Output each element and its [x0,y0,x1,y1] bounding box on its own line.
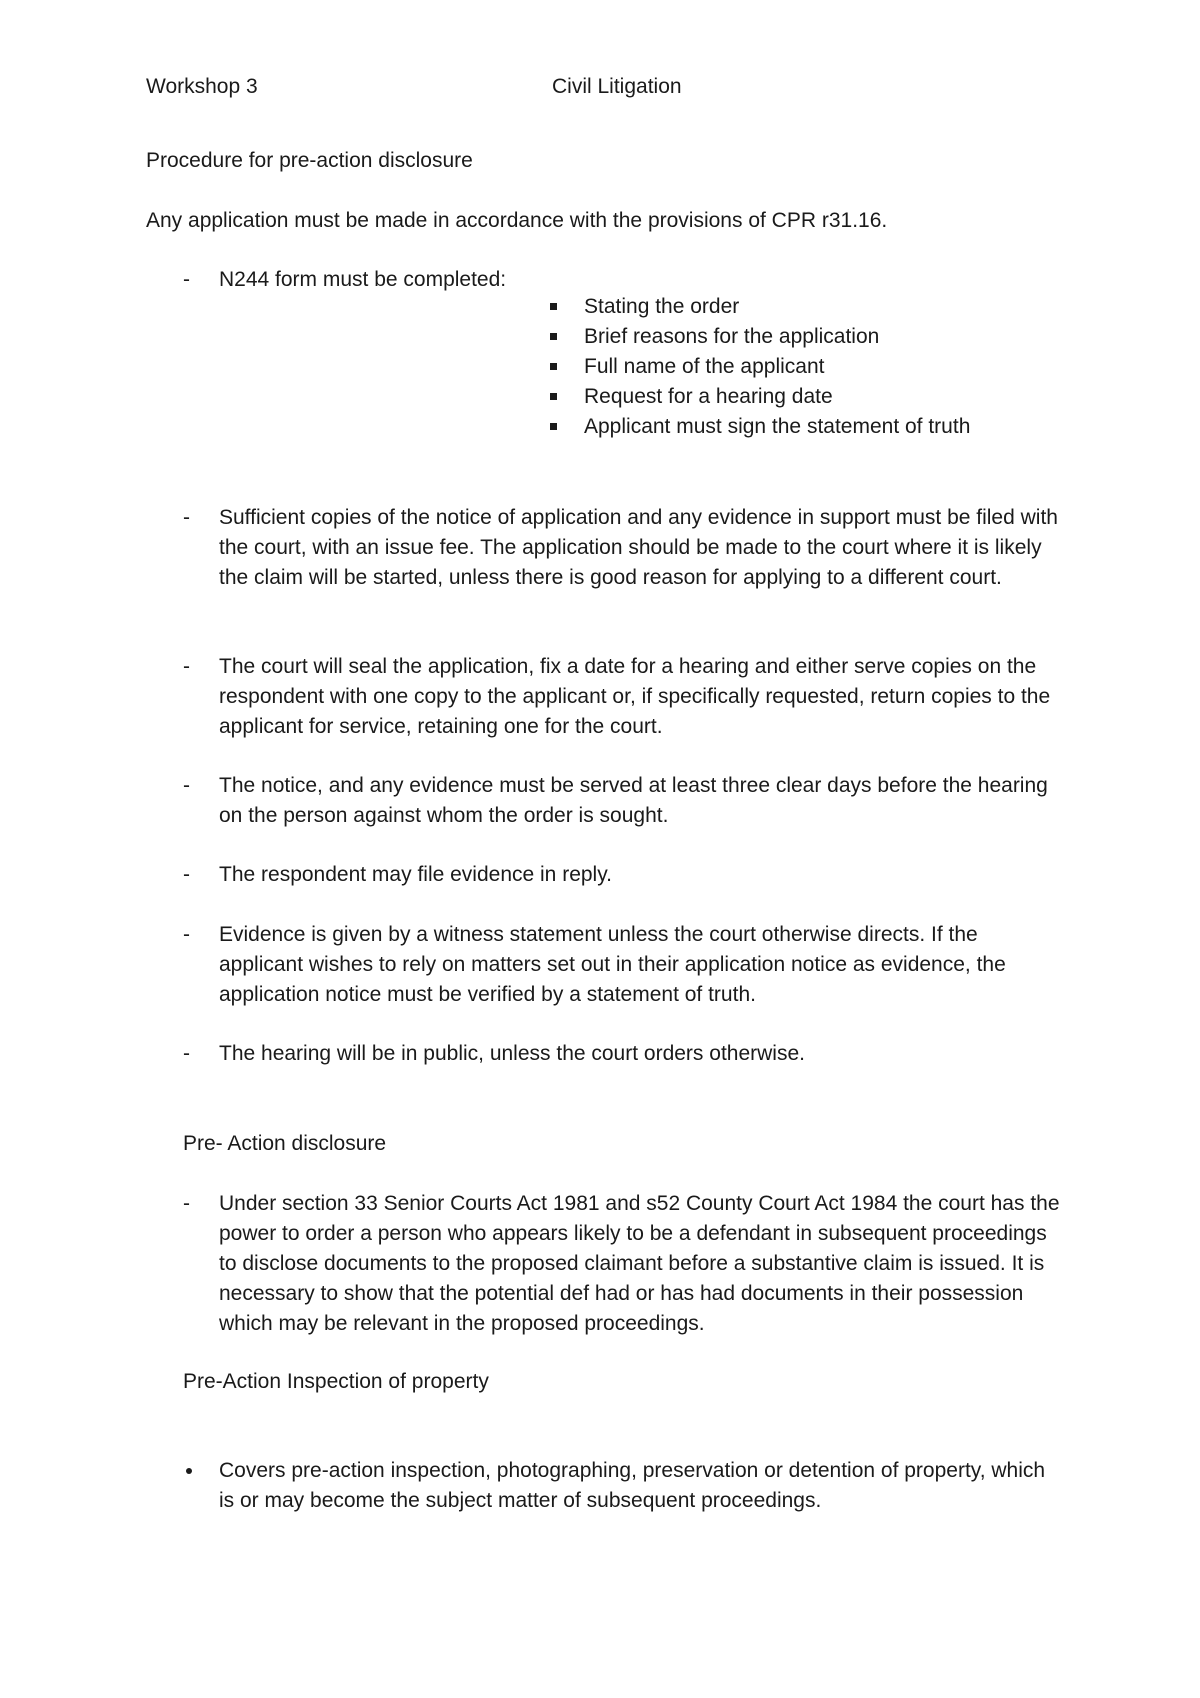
list-item-inspection [183,1456,1063,1516]
dash-marker: - [183,863,190,886]
n244-requirements-list [548,292,970,442]
list-item-text: The court will seal the application, fix a date for a hearing and either serve copies on the respondent with one copy to the applicant or, if specifically requested, return copies to the applicant for service, retaining one for the court. [219,655,1051,738]
list-item-text: Covers pre-action inspection, photographing, preservation or detention of property, which is or may become the subject matter of subsequent proceedings. [219,1459,1046,1512]
list-item-text: Under section 33 Senior Courts Act 1981 and s52 County Court Act 1984 the court has the power to order a person who appears likely to be a defendant in subsequent proceedings to disclose documents to the proposed claimant before a substantive claim is issued. It is necessary to show that the potential def had or has had documents in their possession which may be relevant in the proposed proceedings. [219,1192,1060,1335]
list-item-text: Brief reasons for the application [584,325,880,348]
square-bullet-icon [550,303,557,310]
list-item [548,382,970,412]
list-item-text: Evidence is given by a witness statement unless the court otherwise directs. If the applicant wishes to rely on matters set out in their application notice as evidence, the application notice must be verified by a statement of truth. [219,923,1006,1006]
list-item-text: The notice, and any evidence must be served at least three clear days before the hearing on the person against whom the order is sought. [219,774,1048,827]
dash-marker: - [183,655,190,678]
dash-marker: - [183,506,190,529]
list-item-text: Request for a hearing date [584,385,833,408]
list-item [548,352,970,382]
square-bullet-icon [550,423,557,430]
dash-marker: - [183,1042,190,1065]
section-title-procedure: Procedure for pre-action disclosure [146,149,473,172]
square-bullet-icon [550,363,557,370]
list-item-text: Applicant must sign the statement of truth [584,415,971,438]
list-item-n244 [183,265,1063,295]
list-item-text: Sufficient copies of the notice of application and any evidence in support must be filed with the court, with an issue fee. The application should be made to the court where it is likely the claim will be started, unless there is good reason for applying to a different court. [219,506,1058,589]
list-item [548,412,970,442]
header-subject: Civil Litigation [552,75,682,98]
list-item-notice-served [183,771,1063,831]
list-item-text: The hearing will be in public, unless the court orders otherwise. [219,1042,805,1065]
dash-marker: - [183,268,190,291]
list-item-text: Full name of the applicant [584,355,825,378]
square-bullet-icon [550,393,557,400]
header-workshop: Workshop 3 [146,75,258,98]
square-bullet-icon [550,333,557,340]
list-item [548,292,970,322]
dash-marker: - [183,1192,190,1215]
section-title-pre-action-disclosure: Pre- Action disclosure [183,1132,387,1155]
list-item-respondent-reply [183,860,1063,890]
list-item-text: N244 form must be completed: [219,268,507,291]
dash-marker: - [183,774,190,797]
intro-paragraph: Any application must be made in accordance with the provisions of CPR r31.16. [146,209,888,232]
list-item-sufficient-copies [183,503,1063,593]
list-item-court-seal [183,652,1063,742]
list-item-text: The respondent may file evidence in reply. [219,863,612,886]
dash-marker: - [183,923,190,946]
list-item-text: Stating the order [584,295,740,318]
section-title-inspection-property: Pre-Action Inspection of property [183,1370,489,1393]
list-item-public-hearing [183,1039,1063,1069]
bullet-icon [186,1468,192,1474]
list-item-witness-statement [183,920,1063,1010]
list-item-senior-courts-act [183,1189,1063,1339]
list-item [548,322,970,352]
